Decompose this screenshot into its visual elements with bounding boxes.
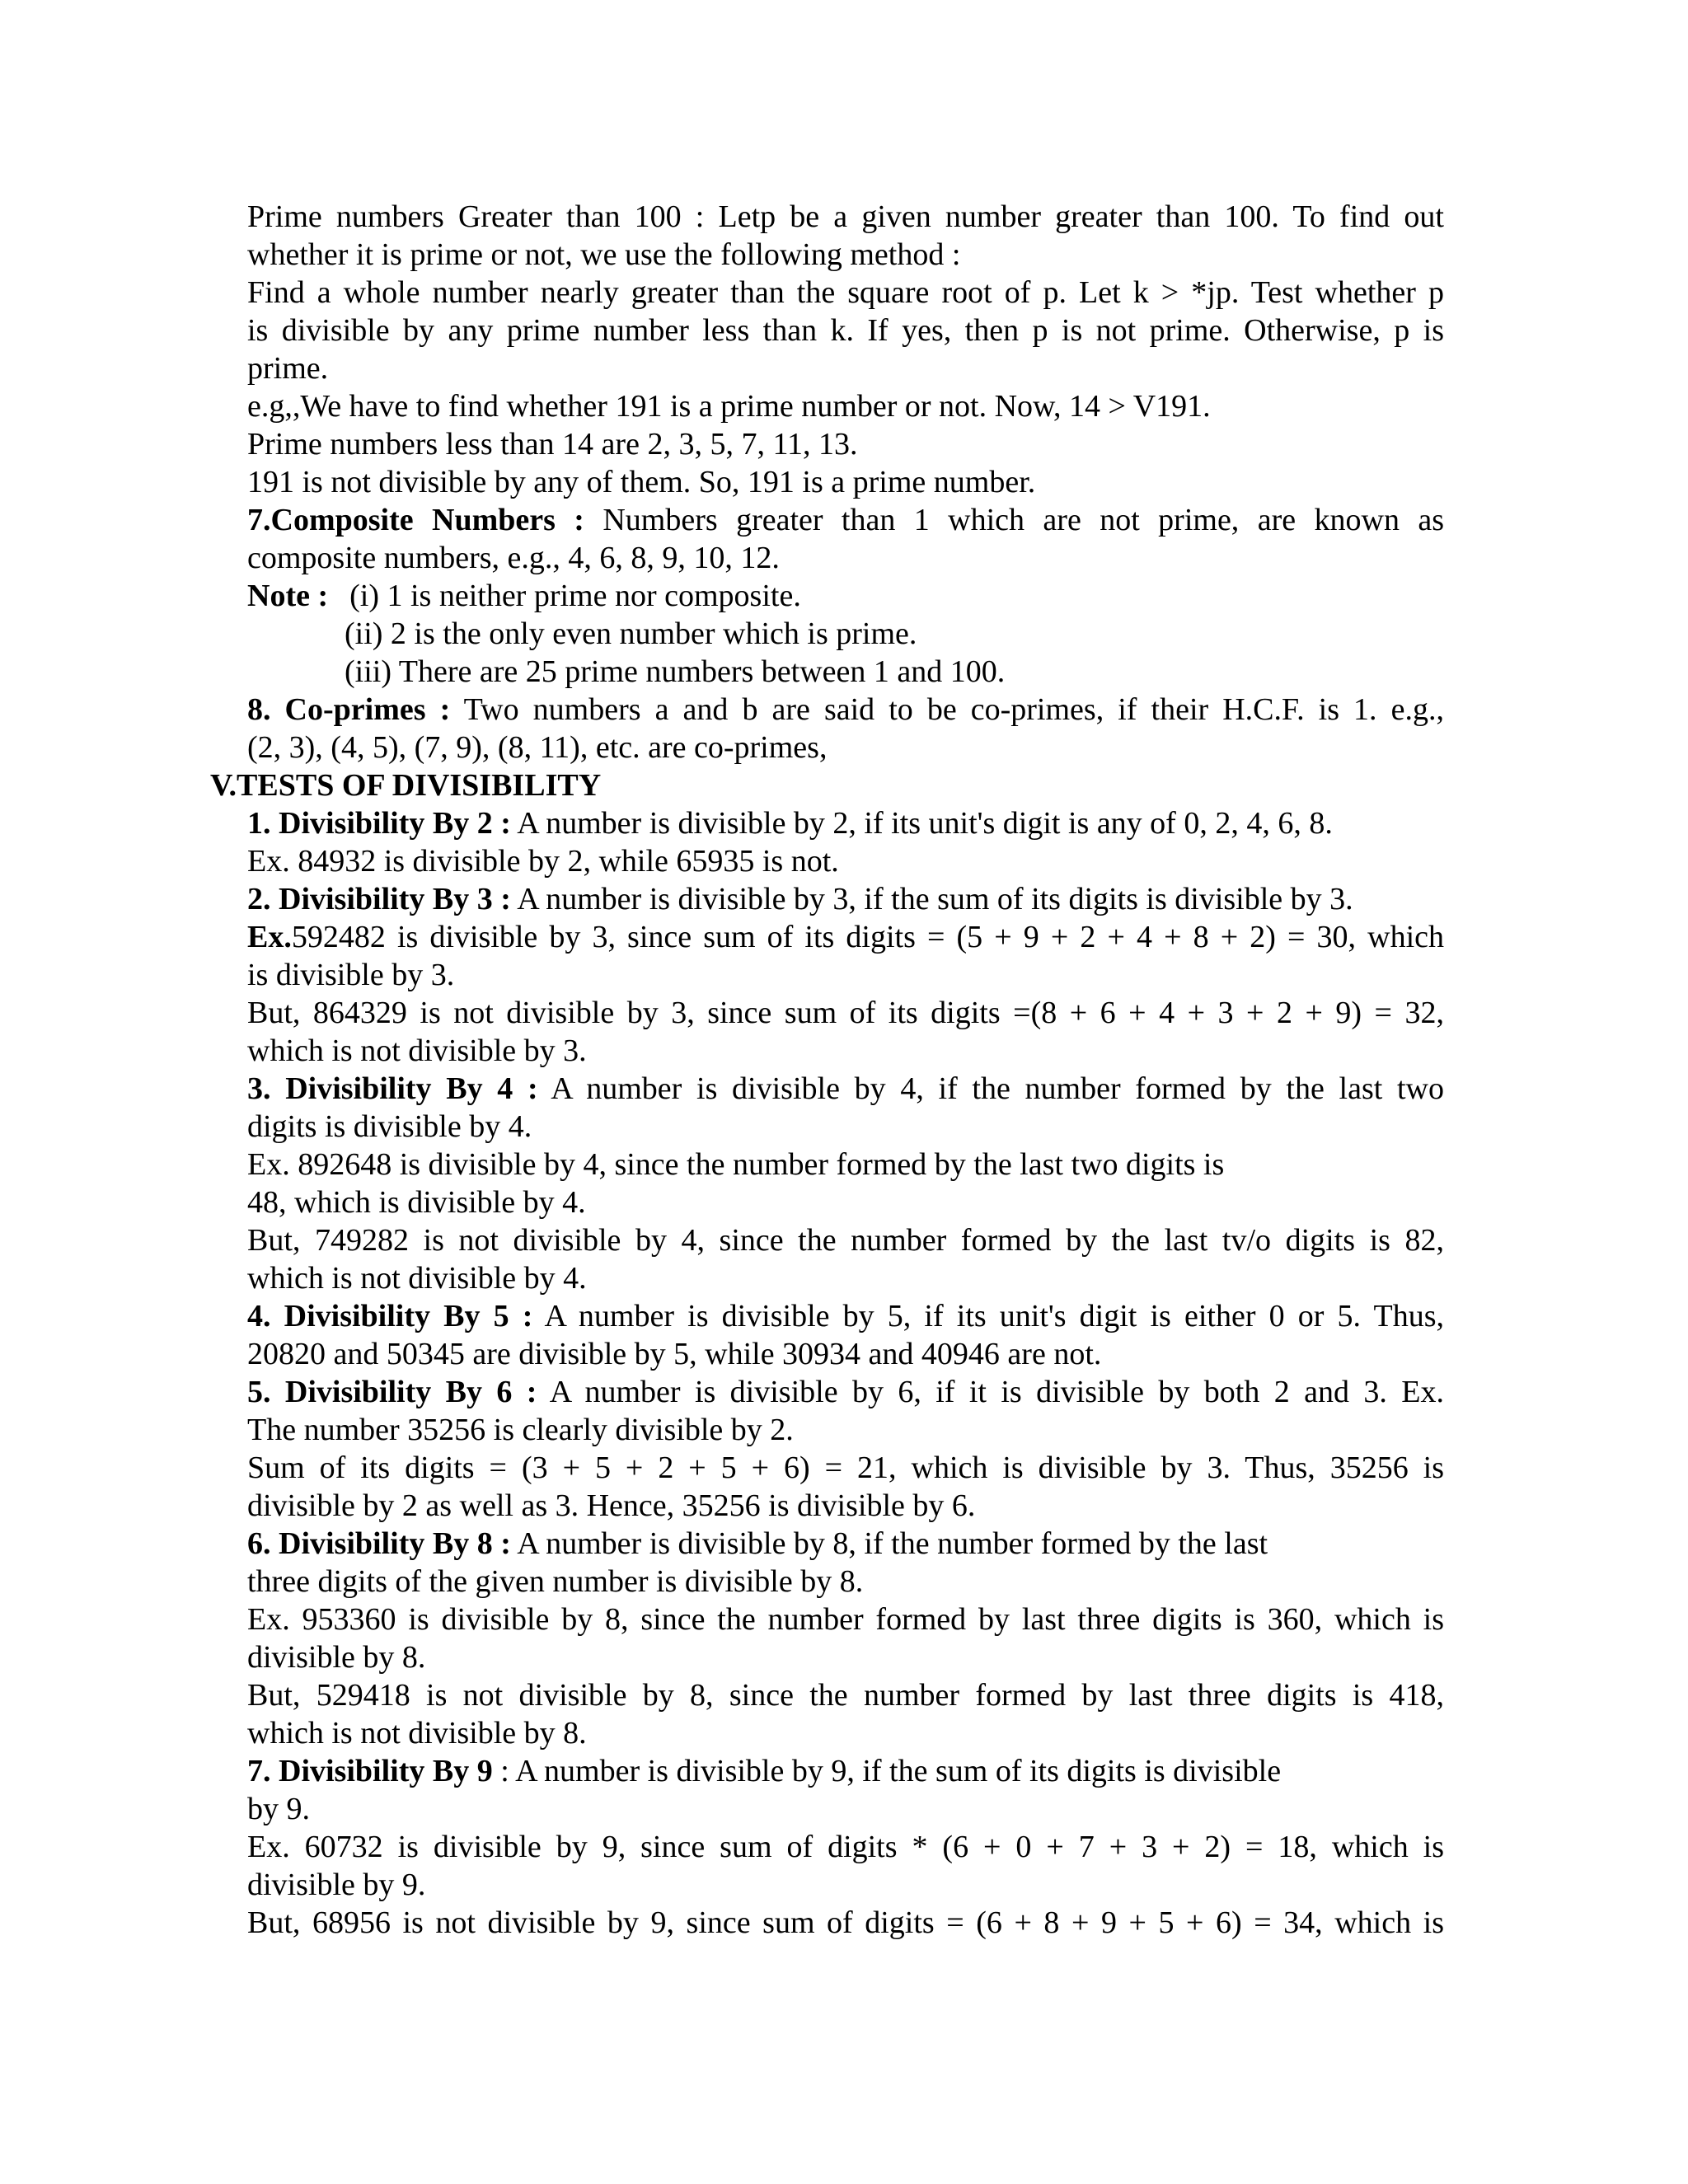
text-line: Prime numbers Greater than 100 : Letp be a given number greater than 100. To find out	[247, 199, 1444, 234]
rule-text: A number is divisible by 4, if the number formed by the last two	[537, 1071, 1444, 1106]
text-line: composite numbers, e.g., 4, 6, 8, 9, 10, 12.	[247, 541, 780, 575]
text-line: (2, 3), (4, 5), (7, 9), (8, 11), etc. are co-primes,	[247, 730, 828, 765]
rule-text: A number is divisible by 8, if the number formed by the last	[510, 1526, 1268, 1561]
text-line: three digits of the given number is divisible by 8.	[247, 1564, 864, 1599]
text-line: is divisible by 3.	[247, 958, 455, 992]
text-line: is divisible by any prime number less than k. If yes, then p is not prime. Otherwise, p is	[247, 313, 1444, 348]
divisibility-3-line	[247, 880, 1444, 918]
rule-label: 2. Divisibility By 3 :	[247, 882, 511, 916]
text-line: divisible by 2 as well as 3. Hence, 35256 is divisible by 6.	[247, 1488, 976, 1523]
rule-label: 1. Divisibility By 2 :	[247, 806, 511, 841]
rule-text: : A number is divisible by 9, if the sum of its digits is divisible	[492, 1754, 1282, 1788]
divisibility-8-line	[247, 1525, 1444, 1563]
text-line: Find a whole number nearly greater than the square root of p. Let k > *jp. Test whether p	[247, 275, 1444, 310]
text-line: But, 749282 is not divisible by 4, since the number formed by the last tv/o digits is 82,	[247, 1223, 1444, 1258]
rule-label: 6. Divisibility By 8 :	[247, 1526, 511, 1561]
rule-label: 7. Divisibility By 9	[247, 1754, 493, 1788]
section-heading: V.TESTS OF DIVISIBILITY	[210, 768, 602, 803]
text-line: Ex. 60732 is divisible by 9, since sum of digits * (6 + 0 + 7 + 3 + 2) = 18, which is	[247, 1830, 1444, 1864]
text-line: which is not divisible by 8.	[247, 1716, 587, 1750]
example-line	[247, 918, 1444, 956]
text-line: by 9.	[247, 1792, 310, 1826]
section-text: Two numbers a and b are said to be co-primes, if their H.C.F. is 1. e.g.,	[450, 692, 1444, 727]
text-line: 191 is not divisible by any of them. So, 191 is a prime number.	[247, 465, 1036, 499]
divisibility-2-line	[247, 804, 1444, 842]
note-label: Note :	[247, 579, 329, 613]
co-primes-line	[247, 691, 1444, 729]
rule-text: A number is divisible by 2, if its unit's digit is any of 0, 2, 4, 6, 8.	[510, 806, 1333, 841]
text-line: digits is divisible by 4.	[247, 1109, 532, 1144]
text-line: Sum of its digits = (3 + 5 + 2 + 5 + 6) = 21, which is divisible by 3. Thus, 35256 is	[247, 1451, 1444, 1485]
divisibility-5-line	[247, 1297, 1444, 1335]
text-line: e.g,,We have to find whether 191 is a prime number or not. Now, 14 > V191.	[247, 389, 1211, 424]
note-line	[247, 577, 1444, 615]
rule-text: A number is divisible by 5, if its unit's digit is either 0 or 5. Thus,	[532, 1299, 1444, 1333]
section-label: 8. Co-primes :	[247, 692, 451, 727]
rule-label: 4. Divisibility By 5 :	[247, 1299, 533, 1333]
rule-text: A number is divisible by 6, if it is divisible by both 2 and 3. Ex.	[537, 1375, 1444, 1409]
text-line: divisible by 8.	[247, 1640, 426, 1675]
text-line: whether it is prime or not, we use the following method :	[247, 237, 961, 272]
text-line: 48, which is divisible by 4.	[247, 1185, 586, 1220]
text-line: which is not divisible by 4.	[247, 1261, 587, 1296]
divisibility-4-line	[247, 1070, 1444, 1108]
divisibility-9-line	[247, 1752, 1444, 1790]
section-text: Numbers greater than 1 which are not prime, are known as	[584, 503, 1444, 537]
text-line: The number 35256 is clearly divisible by 2.	[247, 1413, 794, 1447]
text-line: Prime numbers less than 14 are 2, 3, 5, 7, 11, 13.	[247, 427, 858, 462]
text-line: which is not divisible by 3.	[247, 1033, 587, 1068]
divisibility-6-line	[247, 1373, 1444, 1411]
text-line: prime.	[247, 351, 329, 386]
rule-label: 3. Divisibility By 4 :	[247, 1071, 538, 1106]
rule-label: 5. Divisibility By 6 :	[247, 1375, 537, 1409]
text-line: divisible by 9.	[247, 1868, 426, 1902]
rule-text: A number is divisible by 3, if the sum of its digits is divisible by 3.	[510, 882, 1353, 916]
example-label: Ex.	[247, 920, 292, 954]
note-item: (iii) There are 25 prime numbers between 1 and 100.	[345, 654, 1006, 689]
text-line: But, 529418 is not divisible by 8, since the number formed by last three digits is 418,	[247, 1678, 1444, 1713]
text-line: 20820 and 50345 are divisible by 5, while 30934 and 40946 are not.	[247, 1337, 1102, 1371]
note-item: (ii) 2 is the only even number which is prime.	[345, 616, 917, 651]
text-line: Ex. 892648 is divisible by 4, since the number formed by the last two digits is	[247, 1147, 1225, 1182]
note-text: (i) 1 is neither prime nor composite.	[349, 579, 801, 613]
text-line: Ex. 84932 is divisible by 2, while 65935 is not.	[247, 844, 839, 879]
example-text: 592482 is divisible by 3, since sum of its digits = (5 + 9 + 2 + 4 + 8 + 2) = 30, which	[291, 920, 1444, 954]
text-line: Ex. 953360 is divisible by 8, since the number formed by last three digits is 360, which is	[247, 1602, 1444, 1637]
section-label: 7.Composite Numbers :	[247, 503, 584, 537]
text-line: But, 68956 is not divisible by 9, since sum of digits = (6 + 8 + 9 + 5 + 6) = 34, which is	[247, 1905, 1444, 1940]
document-body	[210, 198, 1444, 1942]
composite-numbers-line	[247, 501, 1444, 539]
text-line: But, 864329 is not divisible by 3, since sum of its digits =(8 + 6 + 4 + 3 + 2 + 9) = 32,	[247, 996, 1444, 1030]
